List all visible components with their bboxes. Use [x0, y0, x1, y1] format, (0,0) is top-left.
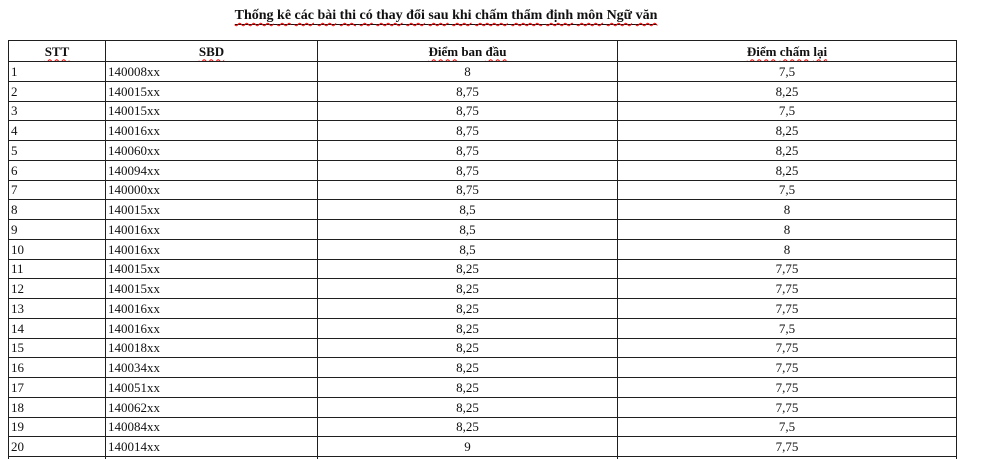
stt-cell: 14: [9, 318, 106, 338]
initial-score-cell: 8: [318, 62, 618, 82]
initial-score-cell: 8,75: [318, 180, 618, 200]
regrade-score-cell: 8: [618, 239, 957, 259]
stt-cell: 7: [9, 180, 106, 200]
stt-cell: 15: [9, 338, 106, 358]
table-row: [9, 397, 957, 417]
table-row: [9, 338, 957, 358]
scores-table: [8, 40, 957, 459]
stt-cell: 13: [9, 299, 106, 319]
stt-cell: 1: [9, 62, 106, 82]
initial-score-cell: 8,25: [318, 397, 618, 417]
initial-score-cell: 8,25: [318, 299, 618, 319]
sbd-cell: 140016xx: [106, 299, 318, 319]
initial-score-cell: 8,25: [318, 417, 618, 437]
stt-cell: 6: [9, 160, 106, 180]
table-row: [9, 437, 957, 457]
initial-score-cell: 8,5: [318, 220, 618, 240]
sbd-cell: 140084xx: [106, 417, 318, 437]
stt-cell: 9: [9, 220, 106, 240]
table-row: [9, 318, 957, 338]
sbd-cell: 140016xx: [106, 318, 318, 338]
table-row: [9, 378, 957, 398]
regrade-score-cell: 7,75: [618, 358, 957, 378]
initial-score-cell: 8,25: [318, 279, 618, 299]
table-row: [9, 220, 957, 240]
regrade-score-cell: 7,75: [618, 378, 957, 398]
header-initial-score: Điểm ban đầu: [318, 41, 618, 62]
header-regrade-score: Điểm chấm lại: [618, 41, 957, 62]
regrade-score-cell: 7,75: [618, 338, 957, 358]
regrade-score-cell: 8,25: [618, 141, 957, 161]
table-body: [9, 62, 957, 459]
sbd-cell: 140008xx: [106, 62, 318, 82]
table-row: [9, 81, 957, 101]
regrade-score-cell: 7,5: [618, 62, 957, 82]
initial-score-cell: 8,25: [318, 338, 618, 358]
regrade-score-cell: 8: [618, 200, 957, 220]
header-stt: STT: [9, 41, 106, 62]
table-row: [9, 101, 957, 121]
document-title-text: Thống kê các bài thi có thay đổi sau khi chấm thẩm định môn Ngữ văn: [234, 8, 658, 23]
regrade-score-cell: 7,5: [618, 318, 957, 338]
initial-score-cell: 8,25: [318, 358, 618, 378]
stt-cell: 16: [9, 358, 106, 378]
regrade-score-cell: 8,25: [618, 121, 957, 141]
stt-cell: 4: [9, 121, 106, 141]
regrade-score-cell: 8,25: [618, 160, 957, 180]
sbd-cell: 140015xx: [106, 259, 318, 279]
table-row: [9, 141, 957, 161]
initial-score-cell: 8,75: [318, 160, 618, 180]
stt-cell: 10: [9, 239, 106, 259]
stt-cell: 19: [9, 417, 106, 437]
sbd-cell: 140014xx: [106, 437, 318, 457]
sbd-cell: 140016xx: [106, 239, 318, 259]
initial-score-cell: 9: [318, 437, 618, 457]
stt-cell: 8: [9, 200, 106, 220]
regrade-score-cell: 7,75: [618, 299, 957, 319]
table-row: [9, 62, 957, 82]
initial-score-cell: 8,25: [318, 318, 618, 338]
initial-score-cell: 8,75: [318, 101, 618, 121]
regrade-score-cell: 7,5: [618, 417, 957, 437]
sbd-cell: 140015xx: [106, 101, 318, 121]
stt-cell: 18: [9, 397, 106, 417]
table-row: [9, 121, 957, 141]
stt-cell: 11: [9, 259, 106, 279]
sbd-cell: 140051xx: [106, 378, 318, 398]
initial-score-cell: 8,75: [318, 81, 618, 101]
regrade-score-cell: 7,5: [618, 180, 957, 200]
table-row: [9, 200, 957, 220]
sbd-cell: 140018xx: [106, 338, 318, 358]
table-row: [9, 239, 957, 259]
sbd-cell: 140016xx: [106, 121, 318, 141]
regrade-score-cell: 7,75: [618, 259, 957, 279]
stt-cell: 5: [9, 141, 106, 161]
table-row: [9, 160, 957, 180]
table-row: [9, 299, 957, 319]
sbd-cell: 140000xx: [106, 180, 318, 200]
sbd-cell: 140060xx: [106, 141, 318, 161]
stt-cell: 2: [9, 81, 106, 101]
document-title: [0, 6, 892, 26]
stt-cell: 3: [9, 101, 106, 121]
header-sbd: SBD: [106, 41, 318, 62]
stt-cell: 12: [9, 279, 106, 299]
sbd-cell: 140016xx: [106, 220, 318, 240]
regrade-score-cell: 7,75: [618, 437, 957, 457]
sbd-cell: 140034xx: [106, 358, 318, 378]
sbd-cell: 140094xx: [106, 160, 318, 180]
header-row: [9, 41, 957, 62]
regrade-score-cell: 7,75: [618, 279, 957, 299]
sbd-cell: 140062xx: [106, 397, 318, 417]
table-row: [9, 417, 957, 437]
sbd-cell: 140015xx: [106, 279, 318, 299]
table-header: [9, 41, 957, 62]
regrade-score-cell: 8,25: [618, 81, 957, 101]
stt-cell: 17: [9, 378, 106, 398]
regrade-score-cell: 7,5: [618, 101, 957, 121]
sbd-cell: 140015xx: [106, 200, 318, 220]
table-row: [9, 180, 957, 200]
table-row: [9, 279, 957, 299]
initial-score-cell: 8,25: [318, 259, 618, 279]
regrade-score-cell: 7,75: [618, 397, 957, 417]
table-row: [9, 259, 957, 279]
sbd-cell: 140015xx: [106, 81, 318, 101]
table-row: [9, 358, 957, 378]
stt-cell: 20: [9, 437, 106, 457]
initial-score-cell: 8,75: [318, 121, 618, 141]
initial-score-cell: 8,5: [318, 200, 618, 220]
initial-score-cell: 8,25: [318, 378, 618, 398]
initial-score-cell: 8,75: [318, 141, 618, 161]
regrade-score-cell: 8: [618, 220, 957, 240]
initial-score-cell: 8,5: [318, 239, 618, 259]
